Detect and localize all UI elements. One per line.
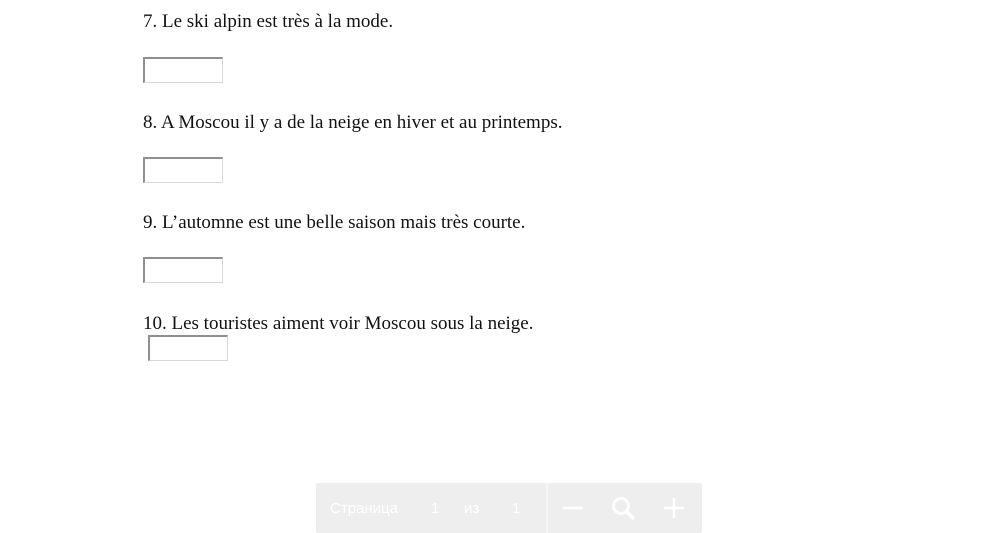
zoom-in-button[interactable] bbox=[659, 493, 689, 523]
question-7: 7. Le ski alpin est très à la mode. bbox=[143, 11, 394, 32]
zoom-in-icon bbox=[659, 493, 689, 523]
question-8: 8. A Moscou il y a de la neige en hiver et au printemps. bbox=[143, 112, 563, 133]
page-label: Страница bbox=[330, 500, 398, 517]
answer-input-10[interactable] bbox=[148, 335, 228, 361]
answer-input-7[interactable] bbox=[143, 57, 223, 83]
answer-input-9[interactable] bbox=[143, 257, 223, 283]
question-9: 9. L’automne est une belle saison mais très courte. bbox=[143, 212, 526, 233]
of-label: из bbox=[464, 500, 480, 517]
viewer-toolbar bbox=[316, 483, 702, 533]
current-page-input[interactable]: 1 bbox=[431, 500, 440, 517]
question-10: 10. Les touristes aiment voir Moscou sous la neige. bbox=[143, 313, 534, 334]
page-navigation bbox=[316, 483, 546, 533]
total-pages: 1 bbox=[512, 500, 521, 517]
zoom-out-button[interactable] bbox=[558, 493, 588, 523]
zoom-out-icon bbox=[558, 493, 588, 523]
answer-input-8[interactable] bbox=[143, 157, 223, 183]
zoom-button[interactable] bbox=[608, 493, 638, 523]
magnifier-icon bbox=[608, 493, 638, 523]
toolbar-divider bbox=[546, 483, 548, 533]
